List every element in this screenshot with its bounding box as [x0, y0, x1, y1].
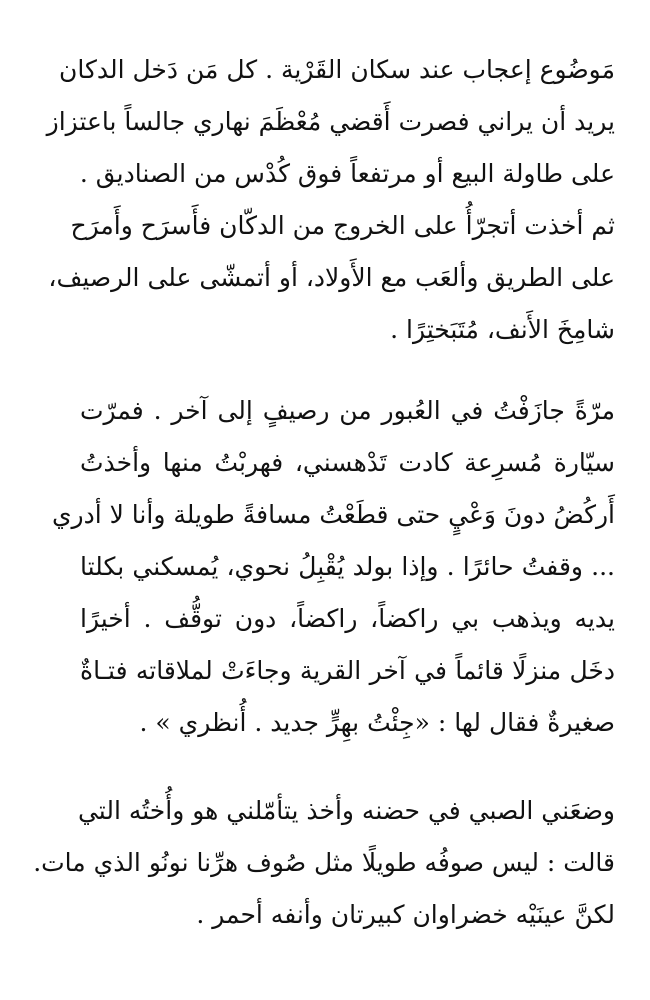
text-line: سيّارة مُسرِعة كادت تَدْهسني، فهربْتُ منها وأخذتُ: [80, 448, 615, 477]
text-line: دخَل منزلًا قائماً في آخر القرية وجاءَتْ لملاقاته فتـاةٌ: [80, 656, 615, 685]
text-line: يريد أن يراني فصرت أَقضي مُعْظَمَ نهاري جالساً باعتزاز: [46, 107, 615, 136]
text-line: مرّةً جازَفْتُ في العُبور من رصيفٍ إلى آخر . فمرّت: [80, 396, 615, 425]
text-line: مَوضُوع إعجاب عند سكان القَرْية . كل مَن دَخل الدكان: [58, 55, 615, 84]
text-line: وضعَني الصبي في حضنه وأخذ يتأمّلني هو وأُختُه التي: [77, 796, 615, 825]
text-line: لكنَّ عينَيْه خضراوان كبيرتان وأنفه أحمر .: [196, 900, 615, 929]
text-line: ثم أخذت أتجرّأُ على الخروج من الدكّان فأَسرَح وأَمرَح: [70, 211, 615, 240]
paragraph-3: [33, 785, 615, 941]
text-line: على الطريق وألعَب مع الأَولاد، أو أتمشّى على الرصيف،: [48, 263, 615, 292]
text-line: يديه ويذهب بي راكضاً، راكضاً، دون توقُّف . أخيرًا: [80, 604, 615, 633]
text-line: شامِخَ الأَنف، مُتَبَختِرًا .: [390, 315, 615, 344]
paragraph-1: [46, 44, 615, 356]
paragraph-2: [51, 385, 615, 749]
text-line: ... وقفتُ حائرًا . وإذا بولد يُقْبِلُ نحوي، يُمسكني بكلتا: [80, 552, 615, 581]
text-line: صغيرةٌ فقال لها : «جِئْتُ بهِرٍّ جديد . أُنظري » .: [139, 708, 615, 737]
text-line: على طاولة البيع أو مرتفعاً فوق كُدْس من الصناديق .: [79, 159, 615, 188]
text-line: قالت : ليس صوفُه طويلًا مثل صُوف هرِّنا نونُو الذي مات.: [33, 848, 615, 877]
text-line: أَركُضُ دونَ وَعْيٍ حتى قطَعْتُ مسافةً طويلة وأنا لا أدري: [51, 500, 615, 529]
